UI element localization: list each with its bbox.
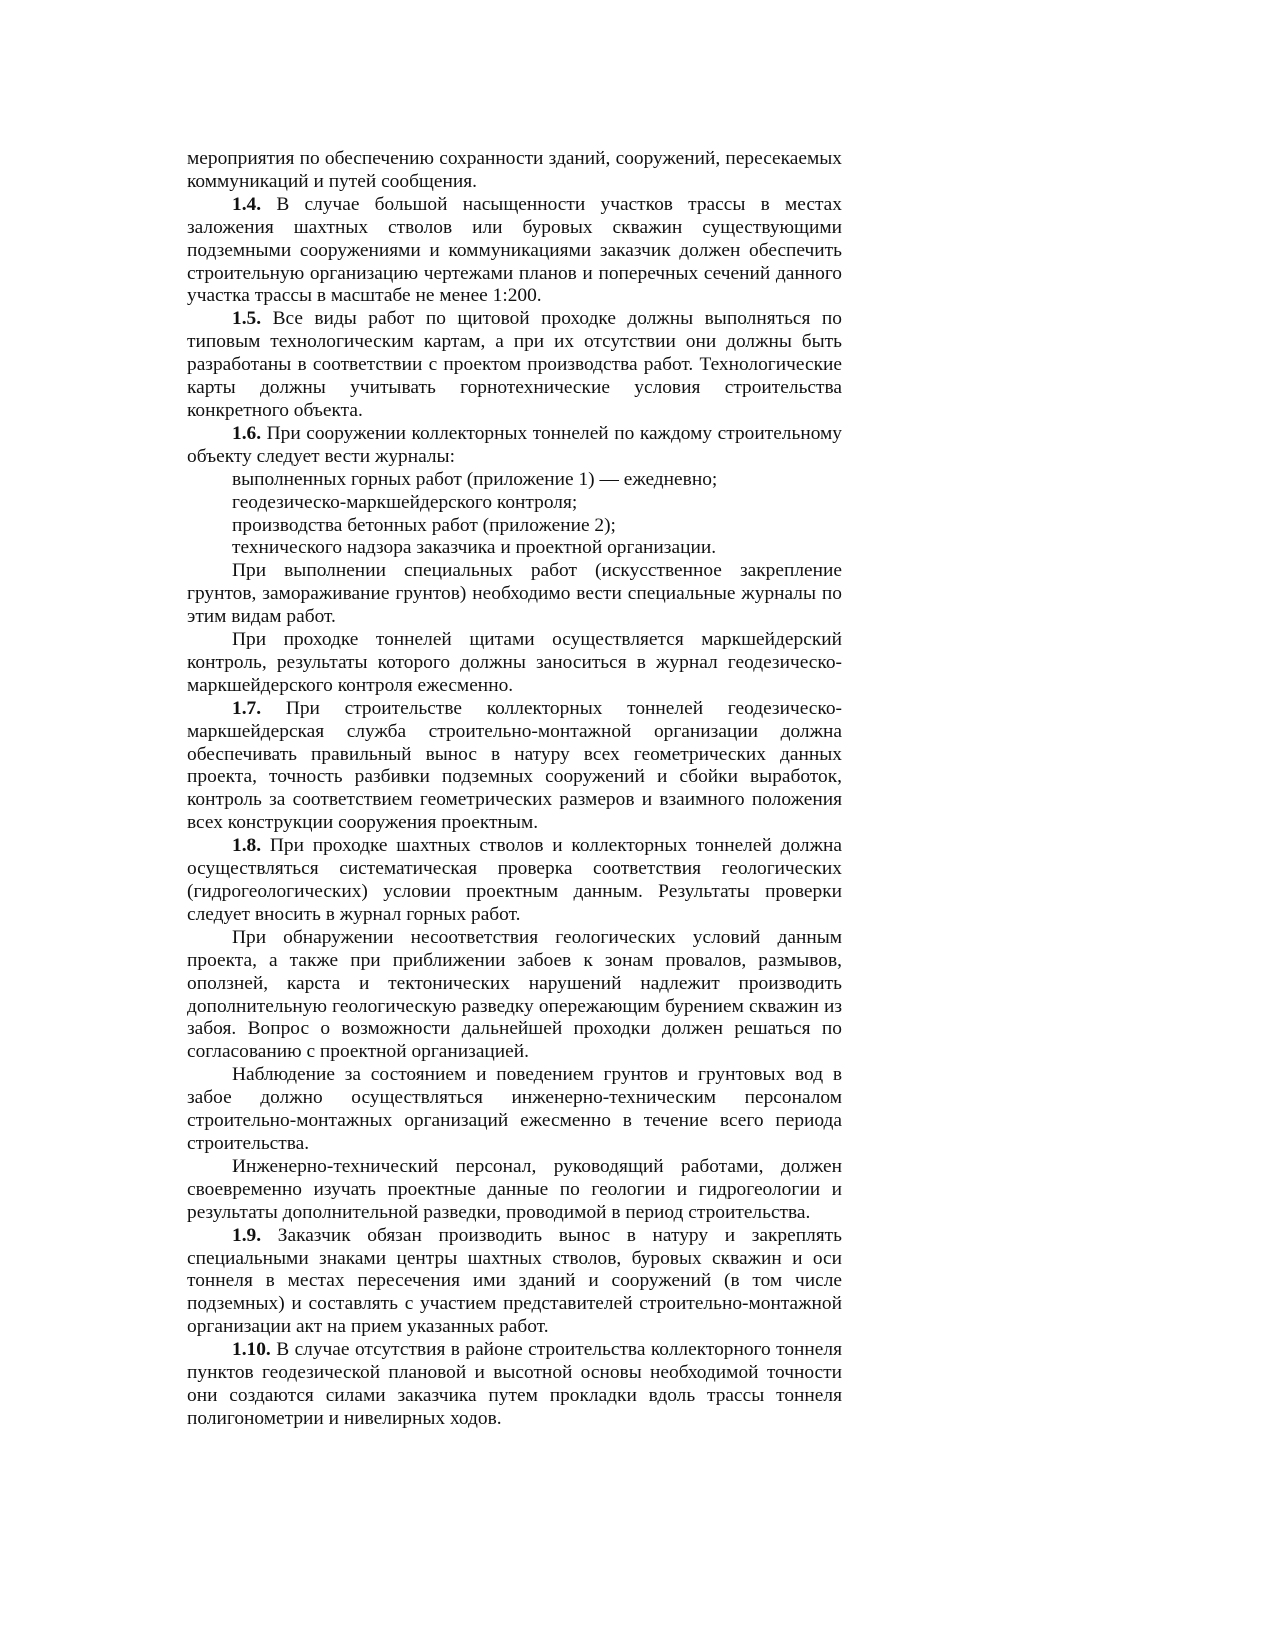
paragraph-text: При выполнении специальных работ (искусственное закрепление грунтов, замораживание грунтов) необходимо вести специальные журналы по этим видам работ. [187,560,842,628]
clause-number: 1.6. [232,422,262,444]
paragraph-1-9 [187,1225,842,1340]
paragraph-1-7 [187,698,842,835]
paragraph-text: При проходке шахтных стволов и коллекторных тоннелей должна осуществляться систематическая проверка соответствия геологических (гидрогеологических) условии проектным данным. Результаты проверки следует вносить в журнал горных работ. [187,835,842,925]
paragraph-text: Все виды работ по щитовой проходке должны выполняться по типовым технологическим картам, а при их отсутствии они должны быть разработаны в соответствии с проектом производства работ. Технологические карты должны учитывать горнотехнические условия строительства конкретного объекта. [187,308,842,421]
list-item: геодезическо-маркшейдерского контроля; [232,491,578,513]
list-item: выполненных горных работ (приложение 1) — ежедневно; [232,468,718,490]
list-item: производства бетонных работ (приложение 2); [232,514,616,536]
journal-list [187,469,842,561]
paragraph-text: В случае отсутствия в районе строительства коллекторного тоннеля пунктов геодезической плановой и высотной основы необходимой точности они создаются силами заказчика путем прокладки вдоль трассы тоннеля полигонометрии и нивелирных ходов. [187,1339,843,1429]
paragraph-text: В случае большой насыщенности участков трассы в местах заложения шахтных стволов или буровых скважин существующими подземными сооружениями и коммуникациями заказчик должен обеспечить строительную организацию чертежами планов и поперечных сечений данного участка трассы в масштабе не менее 1:200. [187,193,842,307]
clause-number: 1.7. [232,697,262,719]
paragraph-text: При сооружении коллекторных тоннелей по каждому строительному объекту следует вести журналы: [187,422,842,467]
paragraph-geology-mismatch [187,927,842,1064]
paragraph-1-10 [187,1339,842,1431]
paragraph-text: При обнаружении несоответствия геологических условий данным проекта, а также при приближении забоев к зонам провалов, размывов, оползней, карста и тектонических нарушений надлежит производить дополнительную геологическую разведку опережающим бурением скважин из забоя. Вопрос о возможности дальнейшей проходки должен решаться по согласованию с проектной организацией. [187,926,842,1063]
clause-number: 1.5. [232,308,262,330]
paragraph-1-4 [187,194,842,309]
clause-number: 1.8. [232,835,262,857]
paragraph-text: мероприятия по обеспечению сохранности зданий, сооружений, пересекаемых коммуникаций и путей сообщения. [187,148,842,192]
paragraph-survey-control [187,629,842,698]
paragraph-continuation [187,148,842,194]
paragraph-1-8 [187,835,842,927]
clause-number: 1.4. [232,193,262,215]
clause-number: 1.10. [232,1339,271,1361]
paragraph-1-5 [187,308,842,423]
paragraph-text: Инженерно-технический персонал, руководящий работами, должен своевременно изучать проектные данные по геологии и гидрогеологии и результаты дополнительной разведки, проводимой в период строительства. [187,1155,842,1223]
paragraph-engineering-staff [187,1156,842,1225]
paragraph-text: Наблюдение за состоянием и поведением грунтов и грунтовых вод в забое должно осуществляться инженерно-техническим персоналом строительно-монтажных организаций ежесменно в течение всего периода строительства. [187,1064,842,1154]
document-page [187,148,842,1431]
paragraph-text: При проходке тоннелей щитами осуществляется маркшейдерский контроль, результаты которого должны заноситься в журнал геодезическо-маркшейдерского контроля ежесменно. [187,629,842,696]
paragraph-text: Заказчик обязан производить вынос в натуру и закреплять специальными знаками центры шахтных стволов, буровых скважин и оси тоннеля в местах пересечения ими зданий и сооружений (в том числе подземных) и составлять с участием представителей строительно-монтажной организации акт на прием указанных работ. [187,1224,842,1338]
paragraph-1-6 [187,423,842,469]
paragraph-special-works [187,560,842,629]
list-item: технического надзора заказчика и проектной организации. [232,537,717,559]
paragraph-text: При строительстве коллекторных тоннелей геодезическо-маркшейдерская служба строительно-монтажной организации должна обеспечивать правильный вынос в натуру всех геометрических данных проекта, точность разбивки подземных сооружений и сбойки выработок, контроль за соответствием геометрических размеров и взаимного положения всех конструкции сооружения проектным. [187,697,842,834]
paragraph-ground-observation [187,1064,842,1156]
clause-number: 1.9. [232,1224,262,1246]
